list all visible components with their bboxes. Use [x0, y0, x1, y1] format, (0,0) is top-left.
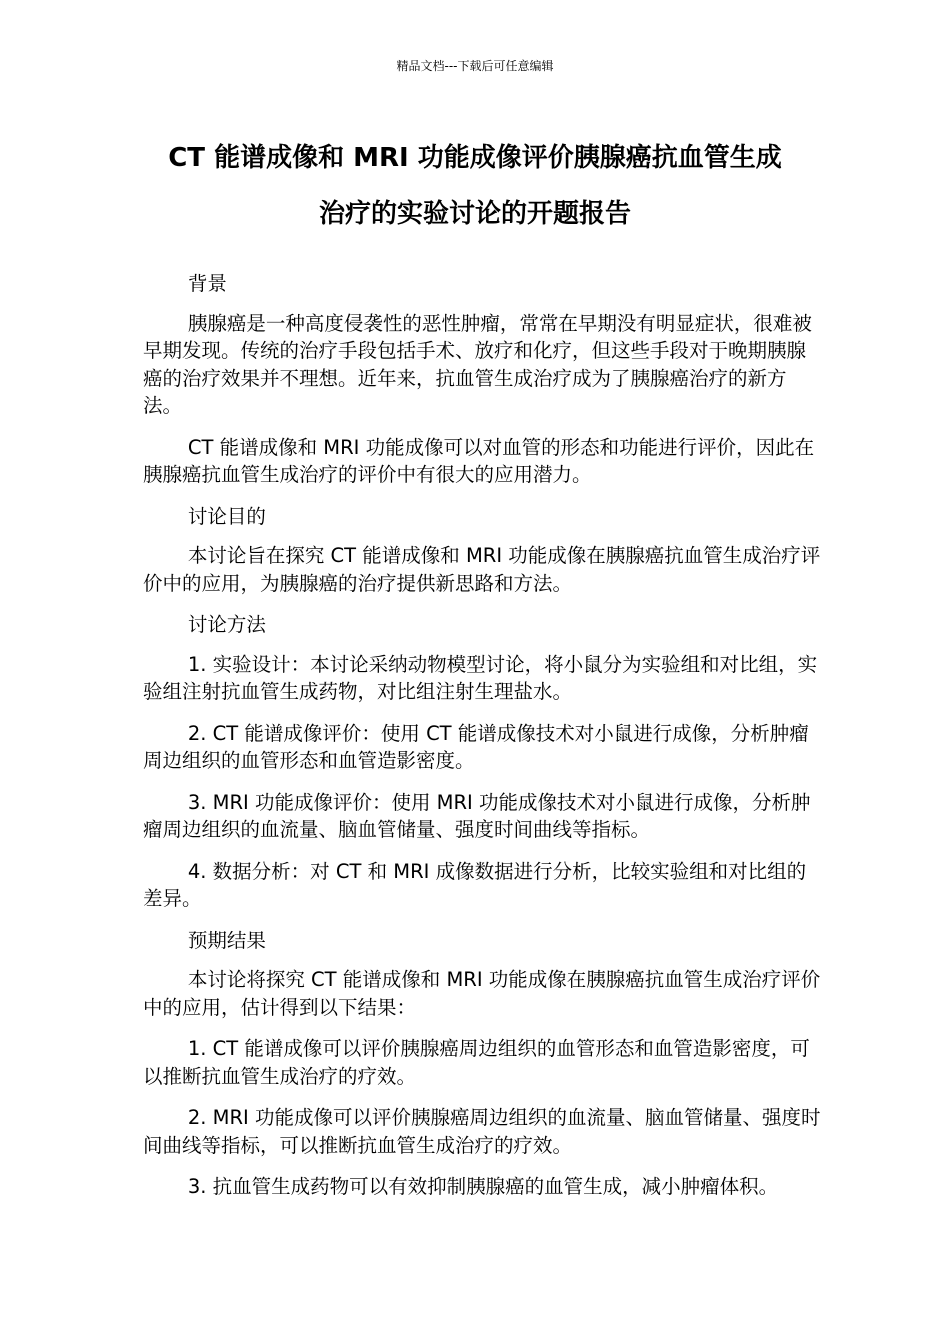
- list-item: 2. MRI 功能成像可以评价胰腺癌周边组织的血流量、脑血管储量、强度时间曲线等指标，可以推断抗血管生成治疗的疗效。: [143, 1106, 821, 1157]
- list-item: 3. MRI 功能成像评价：使用 MRI 功能成像技术对小鼠进行成像，分析肿瘤周边组织的血流量、脑血管储量、强度时间曲线等指标。: [143, 790, 811, 841]
- list-item: 1. 实验设计：本讨论采纳动物模型讨论，将小鼠分为实验组和对比组，实验组注射抗血管生成药物，对比组注射生理盐水。: [143, 652, 818, 703]
- paragraph: 胰腺癌是一种高度侵袭性的恶性肿瘤，常常在早期没有明显症状，很难被早期发现。传统的治疗手段包括手术、放疗和化疗，但这些手段对于晚期胰腺癌的治疗效果并不理想。近年来，抗血管生成治疗成为了胰腺癌治疗的新方法。: [143, 311, 812, 417]
- page-header: 精品文档---下载后可任意编辑: [396, 59, 554, 73]
- section-heading-results: 预期结果: [187, 928, 266, 952]
- list-item: 4. 数据分析：对 CT 和 MRI 成像数据进行分析，比较实验组和对比组的差异。: [143, 859, 807, 910]
- section-heading-methods: 讨论方法: [187, 613, 266, 636]
- title-line-1: CT 能谱成像和 MRI 功能成像评价胰腺癌抗血管生成: [168, 143, 782, 173]
- paragraph: CT 能谱成像和 MRI 功能成像可以对血管的形态和功能进行评价，因此在胰腺癌抗血管生成治疗的评价中有很大的应用潜力。: [143, 435, 815, 486]
- list-item: 2. CT 能谱成像评价：使用 CT 能谱成像技术对小鼠进行成像，分析肿瘤周边组织的血管形态和血管造影密度。: [143, 721, 809, 772]
- document-body: [143, 270, 823, 1215]
- section-heading-background: 背景: [187, 272, 227, 295]
- title-line-2: 治疗的实验讨论的开题报告: [318, 199, 631, 229]
- paragraph: 本讨论将探究 CT 能谱成像和 MRI 功能成像在胰腺癌抗血管生成治疗评价中的应用，估计得到以下结果：: [143, 968, 821, 1019]
- list-item: 3. 抗血管生成药物可以有效抑制胰腺癌的血管生成，减小肿瘤体积。: [187, 1175, 779, 1198]
- document-title: [120, 130, 830, 242]
- paragraph: 本讨论旨在探究 CT 能谱成像和 MRI 功能成像在胰腺癌抗血管生成治疗评价中的应用，为胰腺癌的治疗提供新思路和方法。: [143, 544, 821, 595]
- section-heading-purpose: 讨论目的: [187, 504, 266, 528]
- list-item: 1. CT 能谱成像可以评价胰腺癌周边组织的血管形态和血管造影密度，可以推断抗血管生成治疗的疗效。: [143, 1037, 810, 1088]
